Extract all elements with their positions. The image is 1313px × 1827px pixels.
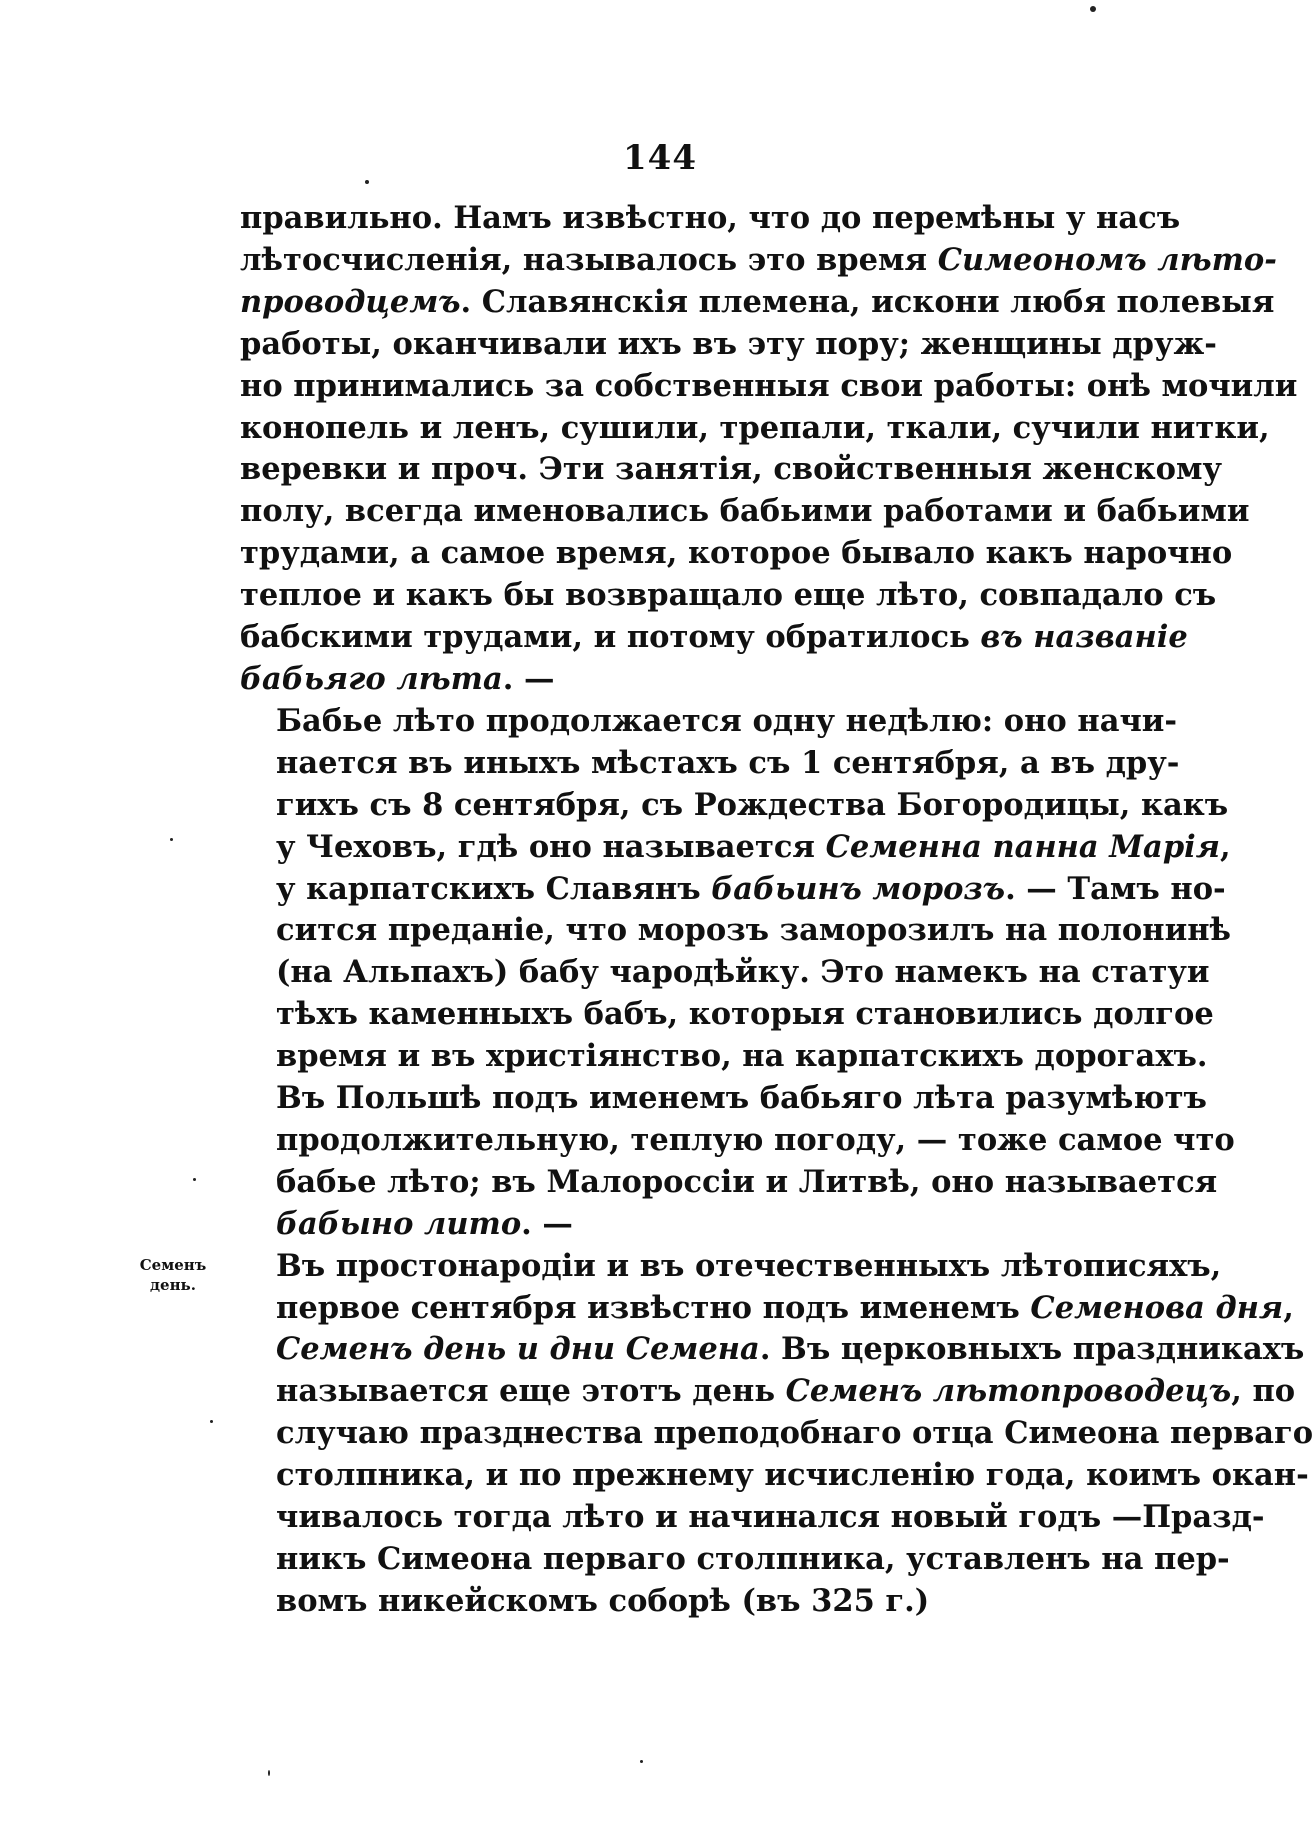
text-run: Въ простонародіи и въ отечественныхъ лѣтописяхъ,	[276, 1247, 1222, 1284]
text-run: вомъ никейскомъ соборѣ (въ 325 г.)	[276, 1582, 930, 1619]
scan-speck	[640, 1760, 643, 1763]
text-line	[240, 910, 1231, 952]
text-line	[240, 408, 1270, 450]
text-line	[240, 240, 1277, 282]
text-run: ,	[1220, 828, 1231, 865]
text-run: веревки и проч. Эти занятія, свойственныя женскому	[240, 451, 1222, 488]
text-line	[240, 1120, 1235, 1162]
text-line	[240, 743, 1180, 785]
text-run: (на Альпахъ) бабу чародѣйку. Это намекъ на статуи	[276, 954, 1210, 991]
text-run: работы, оканчивали ихъ въ эту пору; женщины друж-	[240, 325, 1217, 362]
text-line	[240, 366, 1298, 408]
text-run: Въ Польшѣ подъ именемъ бабьяго лѣта разумѣютъ	[276, 1080, 1207, 1117]
italic-text: бабьинъ морозъ	[711, 870, 1006, 907]
text-line	[240, 1497, 1265, 1539]
text-run: продолжительную, теплую погоду, — тоже самое что	[276, 1121, 1235, 1158]
text-run: бабье лѣто; въ Малороссіи и Литвѣ, оно называется	[276, 1163, 1218, 1200]
scan-speck	[170, 838, 173, 841]
text-run: столпника, и по прежнему исчисленію года, коимъ окан-	[276, 1457, 1309, 1494]
italic-text: Семенъ лѣтопроводецъ	[785, 1373, 1232, 1410]
text-line	[240, 1581, 1074, 1623]
text-run: случаю празднества преподобнаго отца Симеона перваго	[276, 1415, 1313, 1452]
text-run: конопель и ленъ, сушили, трепали, ткали, сучили нитки,	[240, 409, 1270, 446]
italic-text: бабьяго лѣта	[240, 660, 503, 697]
text-run: полу, всегда именовались бабьими работами и бабьими	[240, 493, 1250, 530]
text-line	[240, 1036, 1208, 1078]
margin-note-line: день.	[150, 1276, 196, 1294]
paragraph	[240, 701, 1231, 1078]
paragraph	[240, 198, 1298, 701]
italic-text: Симеономъ лѣто-	[937, 241, 1277, 278]
text-line	[240, 701, 1178, 743]
text-line	[240, 1288, 1294, 1330]
text-line	[240, 1371, 1296, 1413]
text-run: нается въ иныхъ мѣстахъ съ 1 сентября, а въ дру-	[276, 744, 1180, 781]
italic-text: Семенова дня	[1030, 1289, 1284, 1326]
italic-text: бабыно лито	[276, 1205, 522, 1242]
text-line	[240, 1413, 1313, 1455]
text-line	[240, 1329, 1305, 1371]
text-run: никъ Симеона перваго столпника, уставленъ на пер-	[276, 1541, 1230, 1577]
text-line	[240, 785, 1229, 827]
text-line	[240, 1455, 1309, 1497]
text-run: у Чеховъ, гдѣ оно называется	[276, 828, 826, 865]
margin-note	[138, 1255, 208, 1295]
text-run: чивалось тогда лѣто и начинался новый годъ —Празд-	[276, 1499, 1265, 1536]
scan-speck	[1090, 6, 1096, 12]
text-line	[240, 869, 1226, 911]
text-run: время и въ христіянство, на карпатскихъ дорогахъ.	[276, 1038, 1208, 1075]
italic-text: Семенна панна Марія	[825, 828, 1221, 865]
italic-text: Семенъ день и дни Семена	[276, 1331, 760, 1368]
scan-speck	[268, 1770, 270, 1776]
text-run: лѣтосчисленія, называлось это время	[240, 241, 938, 278]
text-run: . Въ церковныхъ праздникахъ	[759, 1331, 1305, 1368]
paragraph	[240, 1078, 1235, 1246]
text-line	[240, 533, 1233, 575]
text-line	[240, 282, 1275, 324]
italic-text: въ названіе	[980, 619, 1188, 656]
text-line	[240, 1162, 1218, 1204]
text-line	[240, 1204, 1074, 1246]
text-run: у карпатскихъ Славянъ	[276, 870, 712, 907]
text-run: . — Тамъ но-	[1005, 870, 1226, 907]
text-line	[240, 198, 1181, 240]
text-line	[240, 994, 1214, 1036]
text-run: теплое и какъ бы возвращало еще лѣто, совпадало съ	[240, 577, 1217, 614]
text-run: бабскими трудами, и потому обратилось	[240, 619, 981, 656]
text-line	[240, 827, 1231, 869]
scan-speck	[210, 1420, 213, 1423]
text-run: называется еще этотъ день	[276, 1373, 786, 1410]
text-line	[240, 659, 1074, 701]
text-run: первое сентября извѣстно подъ именемъ	[276, 1289, 1031, 1326]
text-line	[240, 1078, 1207, 1120]
text-line	[240, 952, 1210, 994]
text-run: гихъ съ 8 сентября, съ Рождества Богородицы, какъ	[276, 786, 1229, 823]
text-run: трудами, а самое время, которое бывало какъ нарочно	[240, 535, 1233, 572]
text-line	[240, 324, 1217, 366]
text-run: . Славянскія племена, искони любя полевыя	[460, 283, 1275, 320]
scan-speck	[365, 180, 369, 184]
text-run: Бабье лѣто продолжается одну недѣлю: оно начи-	[276, 702, 1178, 739]
text-run: . —	[502, 660, 555, 697]
text-line	[240, 1539, 1230, 1581]
text-run: правильно. Намъ извѣстно, что до перемѣны у насъ	[240, 200, 1181, 236]
text-line	[240, 491, 1250, 533]
margin-note-line: Семенъ	[139, 1256, 207, 1274]
text-run: сится преданіе, что морозъ заморозилъ на полонинѣ	[276, 912, 1231, 949]
text-run: , по	[1231, 1373, 1296, 1410]
text-run: ,	[1283, 1289, 1294, 1326]
text-line	[240, 575, 1217, 617]
paragraph	[240, 1246, 1313, 1623]
body-text	[240, 198, 1313, 1623]
text-line	[240, 1246, 1222, 1288]
text-run: тѣхъ каменныхъ бабъ, которыя становились долгое	[276, 996, 1214, 1033]
text-run: . —	[521, 1205, 573, 1242]
text-run: но принимались за собственныя свои работы: онѣ мочили	[240, 367, 1298, 404]
scan-speck	[193, 1178, 196, 1181]
page-number: 144	[623, 138, 697, 178]
italic-text: проводцемъ	[240, 283, 461, 320]
text-line	[240, 449, 1222, 491]
text-line	[240, 617, 1188, 659]
